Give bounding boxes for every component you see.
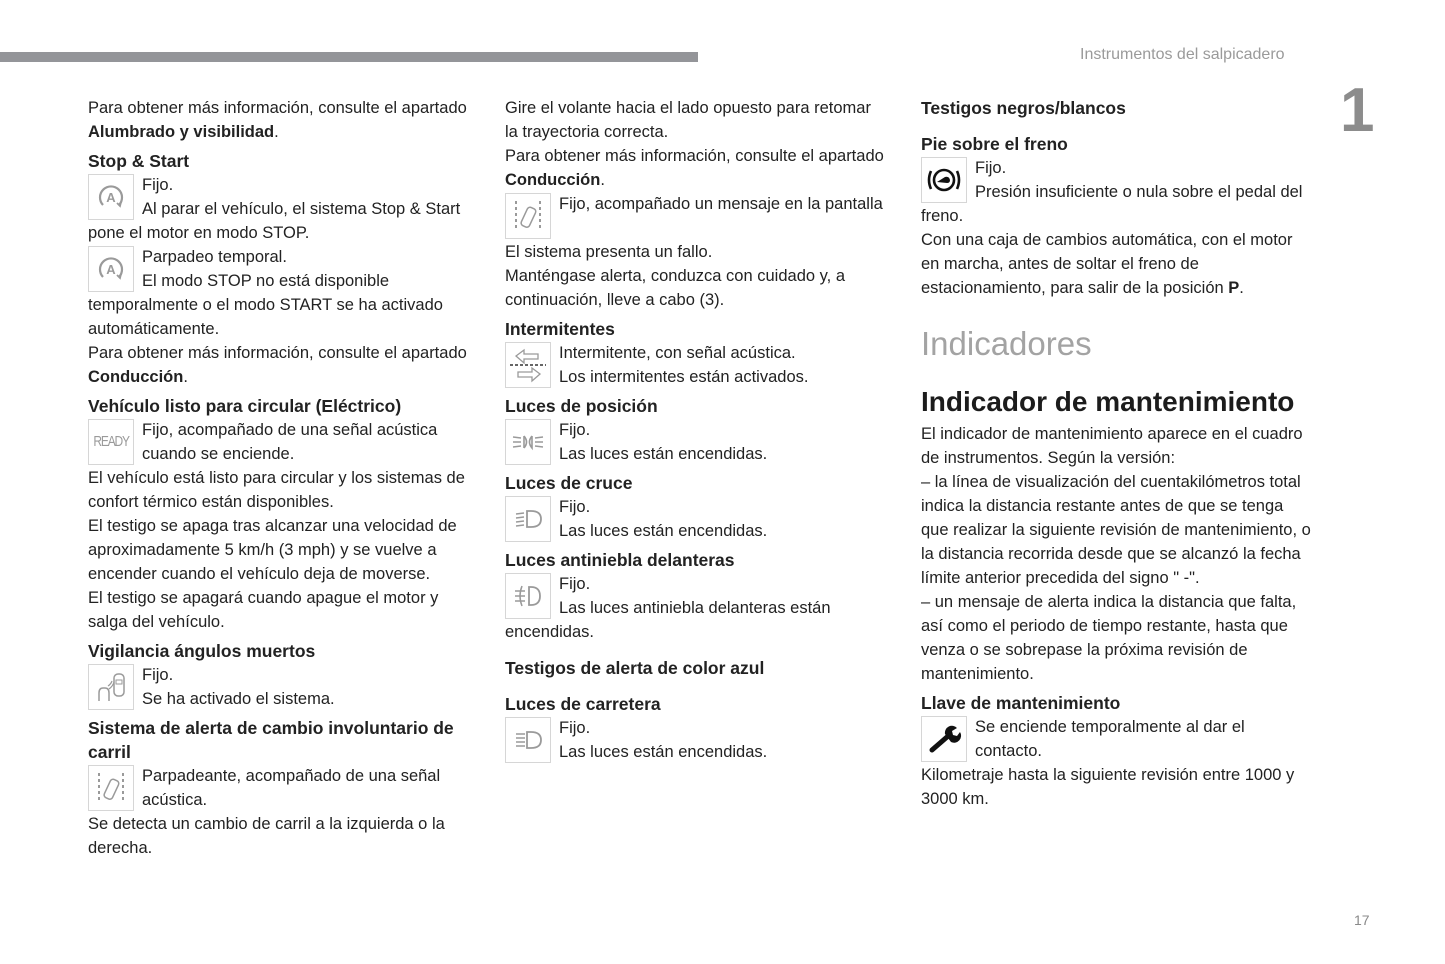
ready-heading: Vehículo listo para circular (Eléctrico)	[88, 396, 402, 416]
running-head: Instrumentos del salpicadero	[1080, 46, 1285, 63]
column-1: Para obtener más información, consulte el apartado Alumbrado y visibilidad. Stop & Start A Fijo. Al parar el vehículo, el sistema Stop & Start pone el motor en modo STOP. A Parpadeo temporal. El modo STOP no está disponible temporalmente o el modo START se ha activado automáticamente. Para obtener más información, consulte el apartado Conducción. Vehículo listo para circular (Eléctrico) READY Fijo, acompañado de una señal acústica cuando se enciende. El vehículo está listo para circular y los sistemas de confort térmico están disponibles. El testigo se apaga tras alcanzar una velocidad de aproximadamente 5 km/h (3 mph) y se vuelve a encender cuando el vehículo deja de moverse. El testigo se apagará cuando apague el motor y salga del vehículo. Vigilancia ángulos muertos Fijo. Se ha activado el sistema. Sistema de alerta de cambio involuntario de carril Parpadeante, acompañado de una señal acústica. Se detecta un cambio de carril a la izquierda o la derecha.	[88, 96, 480, 860]
svg-text:A: A	[106, 190, 116, 205]
stop-start-heading: Stop & Start	[88, 151, 190, 171]
foot-on-brake-icon	[921, 157, 967, 203]
page-number: 17	[1354, 912, 1370, 928]
bw-warnings-heading: Testigos negros/blancos	[921, 98, 1126, 118]
dipped-beam-heading: Luces de cruce	[505, 473, 633, 493]
wrench-icon	[921, 716, 967, 762]
section-title: Indicadores	[921, 325, 1092, 362]
blue-warnings-heading: Testigos de alerta de color azul	[505, 658, 765, 678]
lane-departure-icon	[88, 765, 134, 811]
blind-spot-heading: Vigilancia ángulos muertos	[88, 641, 316, 661]
fog-lights-heading: Luces antiniebla delanteras	[505, 550, 735, 570]
ready-icon: READY	[88, 419, 134, 465]
intro-paragraph: Para obtener más información, consulte el apartado Alumbrado y visibilidad.	[88, 99, 467, 141]
header-bar	[0, 52, 698, 62]
turn-signal-icon	[505, 342, 551, 388]
maintenance-title: Indicador de mantenimiento	[921, 386, 1295, 417]
blind-spot-icon	[88, 664, 134, 710]
column-3: Testigos negros/blancos Pie sobre el freno Fijo. Presión insuficiente o nula sobre el pedal del freno. Con una caja de cambios automática, con el motor en marcha, antes de soltar el freno de estacionamiento, para salir de la posición P. Indicadores Indicador de mantenimiento El indicador de mantenimiento aparece en el cuadro de instrumentos. Según la versión: – la línea de visualización del cuentakilómetros total indica la distancia restante antes de que se tenga que realizar la siguiente revisión de mantenimiento, o la distancia recorrida desde que se alcanzó la fecha límite anterior precedida del signo " -". – un mensaje de alerta indica la distancia que falta, así como el periodo de tiempo restante, hasta que venza o se sobrepase la próxima revisión de mantenimiento. Llave de mantenimiento Se enciende temporalmente al dar el contacto. Kilometraje hasta la siguiente revisión entre 1000 y 3000 km.	[921, 98, 1311, 808]
position-lights-heading: Luces de posición	[505, 396, 658, 416]
indicators-heading: Intermitentes	[505, 319, 615, 339]
svg-text:A: A	[106, 262, 116, 277]
stop-start-icon	[88, 174, 134, 220]
lane-departure-heading: Sistema de alerta de cambio involuntario de carril	[88, 718, 454, 762]
lane-departure-fault-icon	[505, 193, 551, 239]
front-fog-light-icon	[505, 573, 551, 619]
stop-start-blinking-icon	[88, 246, 134, 292]
column-2: Gire el volante hacia el lado opuesto para retomar la trayectoria correcta. Para obtener más información, consulte el apartado Conducción. Fijo, acompañado un mensaje en la pantalla El sistema presenta un fallo. Manténgase alerta, conduzca con cuidado y, a continuación, lleve a cabo (3). Intermitentes Intermitente, con señal acústica. Los intermitentes están activados. Luces de posición Fijo. Las luces están encendidas. Luces de cruce Fijo. Las luces están encendidas. Luces antiniebla delanteras Fijo. Las luces antiniebla delanteras están encendidas. Testigos de alerta de color azul Luces de carretera Fijo. Las luces están encendidas.	[505, 99, 884, 761]
main-beam-icon	[505, 717, 551, 763]
main-beam-heading: Luces de carretera	[505, 694, 661, 714]
dipped-beam-icon	[505, 496, 551, 542]
position-lights-icon	[505, 419, 551, 465]
brake-pedal-heading: Pie sobre el freno	[921, 134, 1068, 154]
wrench-heading: Llave de mantenimiento	[921, 693, 1121, 713]
chapter-number: 1	[1340, 76, 1375, 145]
